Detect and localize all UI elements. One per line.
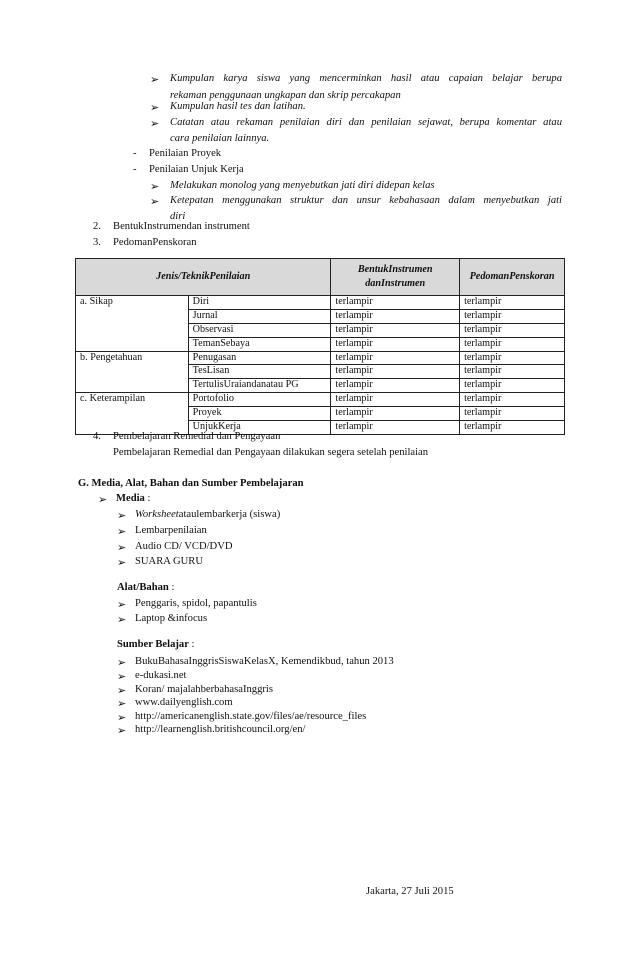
arrow-bullet-icon: ➢ [150, 118, 160, 130]
cell-sub: Proyek [188, 407, 331, 421]
cell-sub: TesLisan [188, 365, 331, 379]
arrow-bullet-icon: ➢ [150, 196, 160, 208]
cell-sub: Penugasan [188, 351, 331, 365]
alat-colon: : [168, 582, 175, 593]
list-number: 3. [93, 237, 101, 248]
cell-bentuk: terlampir [331, 421, 460, 435]
media-label: Media [116, 493, 145, 504]
cell-category: c. Keterampilan [76, 393, 189, 407]
arrow-bullet-icon: ➢ [117, 599, 127, 611]
table-row [76, 309, 565, 323]
list-item: http://learnenglish.britishcouncil.org/en/ [135, 724, 306, 735]
cell-sub: UnjukKerja [188, 421, 331, 435]
arrow-bullet-icon: ➢ [117, 614, 127, 626]
media-heading [116, 493, 150, 504]
arrow-bullet-icon: ➢ [150, 74, 160, 86]
table-row [76, 323, 565, 337]
list-item-emphasis: Worksheet [135, 509, 179, 520]
cell-category [76, 337, 189, 351]
arrow-bullet-icon: ➢ [150, 181, 160, 193]
alat-heading [117, 582, 174, 593]
list-item: www.dailyenglish.com [135, 697, 233, 708]
bullet-text-cont: cara penilaian lainnya. [170, 133, 270, 144]
cell-category: b. Pengetahuan [76, 351, 189, 365]
cell-pedoman: terlampir [460, 323, 565, 337]
cell-bentuk: terlampir [331, 309, 460, 323]
alat-label: Alat/Bahan [117, 582, 169, 593]
remedial-title: Pembelajaran Remedial dan Pengayaan [113, 431, 281, 442]
arrow-bullet-icon: ➢ [117, 698, 127, 710]
bullet-text: Ketepatan menggunakan struktur dan unsur kebahasaan dalam menyebutkan jati [170, 195, 562, 206]
cell-category: a. Sikap [76, 296, 189, 310]
remedial-desc: Pembelajaran Remedial dan Pengayaan dilakukan segera setelah penilaian [113, 447, 429, 458]
list-item: Koran/ majalahberbahasaInggris [135, 684, 273, 695]
list-item-text: ataulembarkerja (siswa) [178, 509, 281, 520]
sumber-label: Sumber Belajar [117, 639, 189, 650]
cell-pedoman: terlampir [460, 337, 565, 351]
cell-pedoman: terlampir [460, 379, 565, 393]
arrow-bullet-icon: ➢ [117, 685, 127, 697]
arrow-bullet-icon: ➢ [117, 542, 127, 554]
list-number: 4. [93, 431, 101, 442]
header-pedoman: PedomanPenskoran [460, 259, 565, 296]
table-row [76, 365, 565, 379]
arrow-bullet-icon: ➢ [117, 557, 127, 569]
cell-pedoman: terlampir [460, 309, 565, 323]
cell-bentuk: terlampir [331, 337, 460, 351]
cell-pedoman: terlampir [460, 407, 565, 421]
list-item: Lembarpenilaian [135, 525, 207, 536]
cell-sub: Diri [188, 296, 331, 310]
list-item [135, 509, 280, 520]
list-item: Audio CD/ VCD/DVD [135, 541, 233, 552]
cell-sub: Portofolio [188, 393, 331, 407]
bullet-text: Kumpulan karya siswa yang mencerminkan hasil atau capaian belajar berupa [170, 73, 562, 84]
cell-bentuk: terlampir [331, 323, 460, 337]
cell-category [76, 379, 189, 393]
cell-sub: Jurnal [188, 309, 331, 323]
list-item: SUARA GURU [135, 556, 203, 567]
list-item: Laptop &infocus [135, 613, 208, 624]
cell-pedoman: terlampir [460, 421, 565, 435]
header-bentuk: BentukInstrumen danInstrumen [331, 259, 460, 296]
list-number: 2. [93, 221, 101, 232]
arrow-bullet-icon: ➢ [98, 494, 108, 506]
table-row [76, 337, 565, 351]
cell-bentuk: terlampir [331, 407, 460, 421]
cell-sub: TemanSebaya [188, 337, 331, 351]
cell-pedoman: terlampir [460, 393, 565, 407]
cell-pedoman: terlampir [460, 365, 565, 379]
media-colon: : [144, 493, 151, 504]
cell-bentuk: terlampir [331, 351, 460, 365]
list-item: BukuBahasaInggrisSiswaKelasX, Kemendikbud, tahun 2013 [135, 656, 394, 667]
sumber-colon: : [188, 639, 195, 650]
dash-marker: - [133, 148, 137, 159]
cell-bentuk: terlampir [331, 365, 460, 379]
dash-item: Penilaian Proyek [149, 148, 222, 159]
cell-pedoman: terlampir [460, 351, 565, 365]
bullet-text-cont: rekaman penggunaan ungkapan dan skrip percakapan [170, 90, 401, 101]
list-item: BentukInstrumendan instrument [113, 221, 250, 232]
dash-marker: - [133, 164, 137, 175]
section-g-title: G. Media, Alat, Bahan dan Sumber Pembelajaran [78, 478, 304, 489]
bullet-text: Melakukan monolog yang menyebutkan jati diri didepan kelas [170, 180, 435, 191]
table-row [76, 351, 565, 365]
table-row [76, 379, 565, 393]
cell-bentuk: terlampir [331, 379, 460, 393]
list-item: PedomanPenskoran [113, 237, 197, 248]
cell-category [76, 309, 189, 323]
arrow-bullet-icon: ➢ [117, 510, 127, 522]
cell-bentuk: terlampir [331, 393, 460, 407]
assessment-table [75, 258, 565, 435]
table-header-row [76, 259, 565, 296]
cell-category [76, 365, 189, 379]
bullet-text: Catatan atau rekaman penilaian diri dan penilaian sejawat, berupa komentar atau [170, 117, 562, 128]
arrow-bullet-icon: ➢ [117, 526, 127, 538]
table-row [76, 393, 565, 407]
cell-category [76, 323, 189, 337]
bullet-text-cont: diri [170, 211, 186, 222]
arrow-bullet-icon: ➢ [117, 671, 127, 683]
table-row [76, 407, 565, 421]
cell-sub: Observasi [188, 323, 331, 337]
cell-sub: TertulisUraiandanatau PG [188, 379, 331, 393]
list-item: Penggaris, spidol, papantulis [135, 598, 257, 609]
arrow-bullet-icon: ➢ [117, 657, 127, 669]
cell-category [76, 407, 189, 421]
cell-pedoman: terlampir [460, 296, 565, 310]
bullet-text: Kumpulan hasil tes dan latihan. [170, 101, 306, 112]
sumber-heading [117, 639, 195, 650]
arrow-bullet-icon: ➢ [150, 102, 160, 114]
list-item: e-dukasi.net [135, 670, 187, 681]
table-row [76, 296, 565, 310]
cell-bentuk: terlampir [331, 296, 460, 310]
arrow-bullet-icon: ➢ [117, 725, 127, 737]
dash-item: Penilaian Unjuk Kerja [149, 164, 244, 175]
header-jenis: Jenis/TeknikPenilaian [76, 259, 331, 296]
arrow-bullet-icon: ➢ [117, 712, 127, 724]
list-item: http://americanenglish.state.gov/files/ae/resource_files [135, 711, 367, 722]
place-date: Jakarta, 27 Juli 2015 [366, 886, 454, 897]
